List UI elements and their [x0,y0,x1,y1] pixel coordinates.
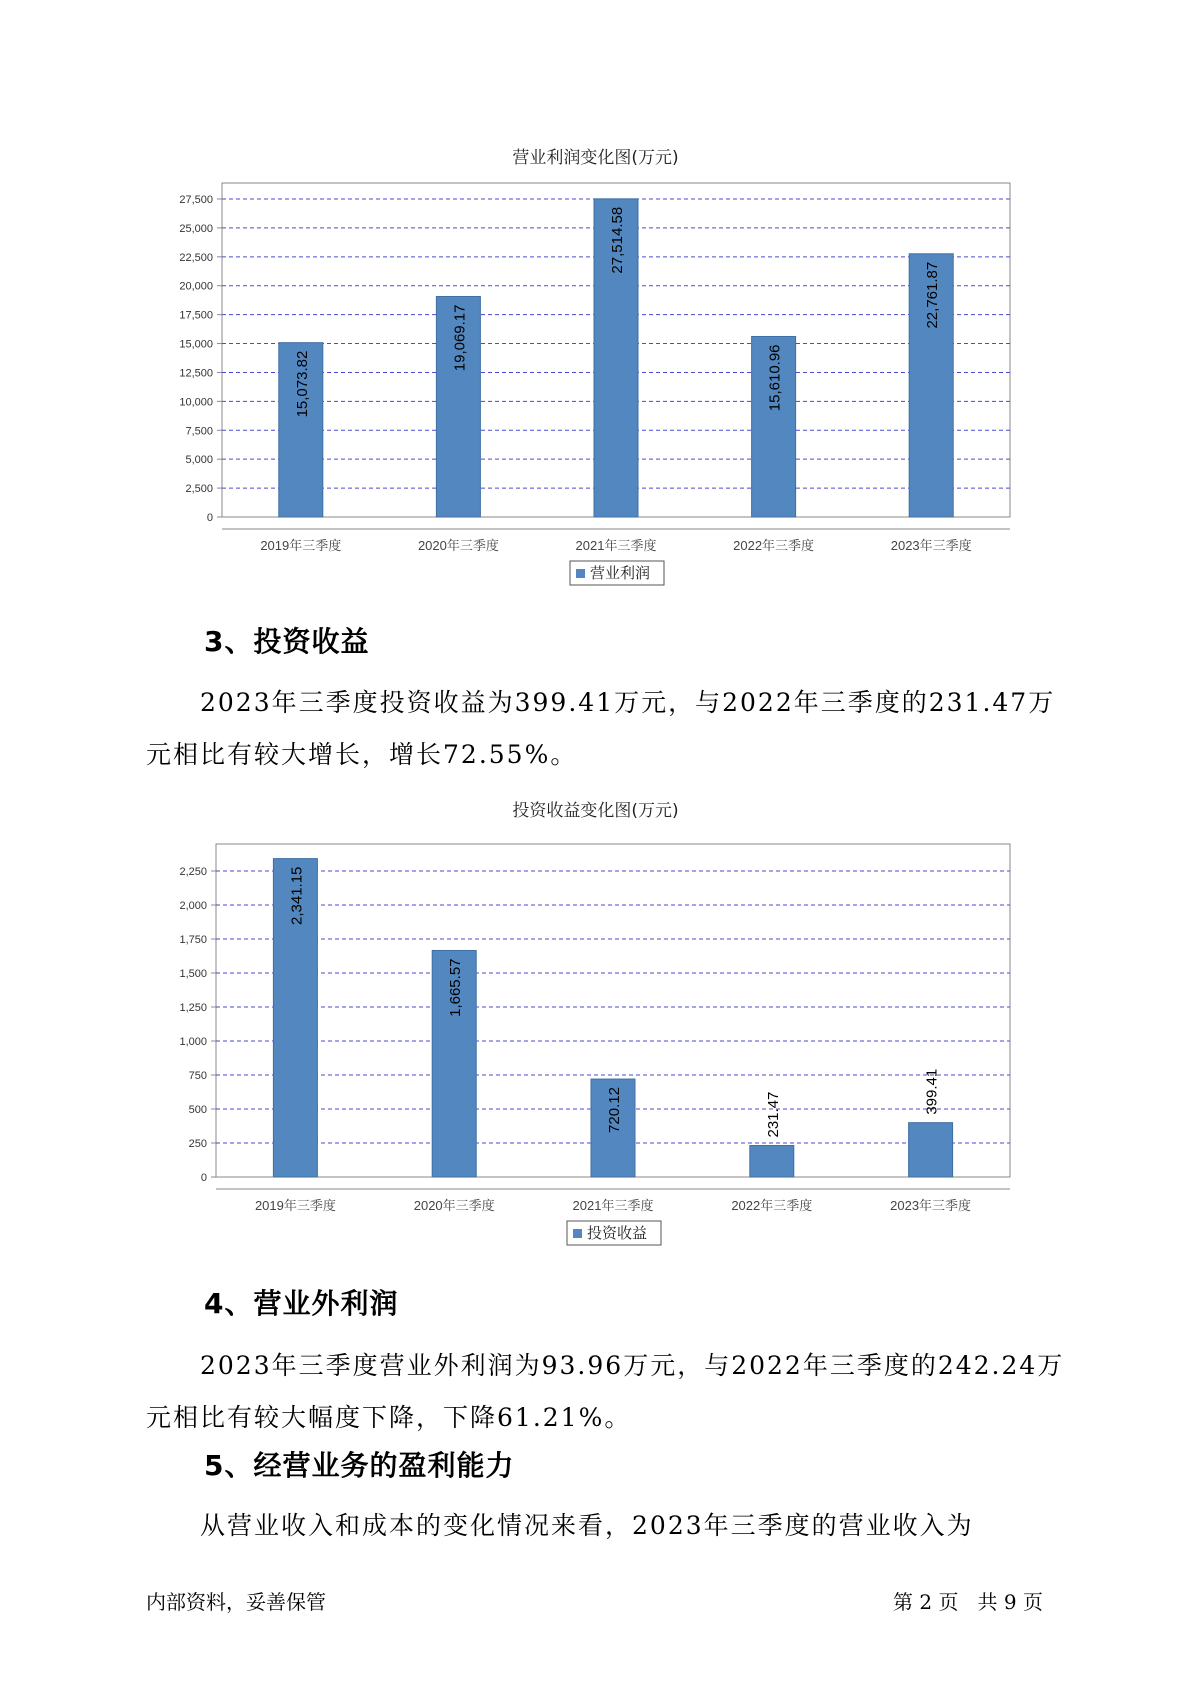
y-tick-label: 1,000 [179,1036,207,1048]
bar-value-label: 231.47 [764,1091,782,1138]
bar-value-label: 15,610.96 [766,344,784,412]
y-tick-label: 22,500 [179,251,213,264]
bar-value-label: 19,069.17 [451,304,469,372]
y-tick-label: 500 [188,1104,207,1116]
y-tick-label: 27,500 [179,194,213,206]
y-tick-label: 0 [206,512,213,524]
footer-page-number: 第 2 页 共 9 页 [893,1590,1043,1614]
y-tick-label: 2,500 [185,483,213,496]
section-paragraph-profitability: 从营业收入和成本的变化情况来看，2023年三季度的营业收入为 [200,1511,974,1540]
y-tick-label: 250 [188,1138,207,1150]
y-tick-label: 1,250 [179,1002,207,1014]
y-tick-label: 10,000 [179,396,213,409]
section-heading-profitability: 5、经营业务的盈利能力 [204,1449,515,1482]
x-tick-label: 2019年三季度 [254,1198,336,1213]
x-tick-label: 2019年三季度 [260,538,342,553]
x-tick-label: 2020年三季度 [413,1198,495,1213]
y-tick-label: 5,000 [185,454,213,467]
section-paragraph-non-operating-profit: 2023年三季度营业外利润为93.96万元，与2022年三季度的242.24万元相比有较大幅度下降，下降61.21%。 [146,1351,1065,1432]
x-tick-label: 2021年三季度 [572,1198,654,1213]
y-tick-label: 17,500 [179,309,213,322]
x-tick-label: 2023年三季度 [890,1198,972,1213]
bar-value-label: 2,341.15 [288,866,306,925]
bar-value-label: 15,073.82 [293,350,311,418]
bar-value-label: 27,514.58 [609,206,626,274]
y-tick-label: 25,000 [179,222,213,235]
x-tick-label: 2022年三季度 [731,1198,813,1213]
x-tick-label: 2020年三季度 [417,538,499,553]
legend-label: 投资收益 [587,1225,648,1242]
bar-value-label: 720.12 [606,1087,623,1133]
footer-confidential-note: 内部资料，妥善保管 [146,1590,326,1614]
section-paragraph-investment-income: 2023年三季度投资收益为399.41万元，与2022年三季度的231.47万元相比有较大增长，增长72.55%。 [146,688,1056,769]
y-tick-label: 1,750 [179,934,207,946]
operating-profit-chart [0,170,1191,590]
bar [750,1146,794,1177]
y-tick-label: 12,500 [179,367,213,380]
legend-label: 营业利润 [590,565,651,582]
bar-value-label: 22,761.87 [924,261,942,329]
legend-swatch [573,1229,582,1238]
bar-value-label: 1,665.57 [447,958,465,1017]
y-tick-label: 2,250 [179,866,207,878]
x-tick-label: 2023年三季度 [890,538,972,553]
legend-swatch [576,569,585,578]
y-tick-label: 0 [200,1172,207,1184]
x-tick-label: 2021年三季度 [575,538,657,553]
x-tick-label: 2022年三季度 [733,538,815,553]
section-heading-investment-income: 3、投资收益 [204,625,370,658]
y-tick-label: 20,000 [179,280,213,293]
y-tick-label: 15,000 [179,338,213,351]
chart-title-operating-profit: 营业利润变化图(万元) [512,148,679,168]
bar [909,1123,953,1177]
y-tick-label: 1,500 [179,968,207,980]
section-heading-non-operating-profit: 4、营业外利润 [204,1287,399,1320]
y-tick-label: 7,500 [185,425,213,438]
y-tick-label: 2,000 [179,900,207,912]
chart-title-investment-income: 投资收益变化图(万元) [512,801,679,821]
investment-income-chart [0,830,1191,1250]
bar-value-label: 399.41 [923,1068,941,1115]
y-tick-label: 750 [188,1070,207,1082]
